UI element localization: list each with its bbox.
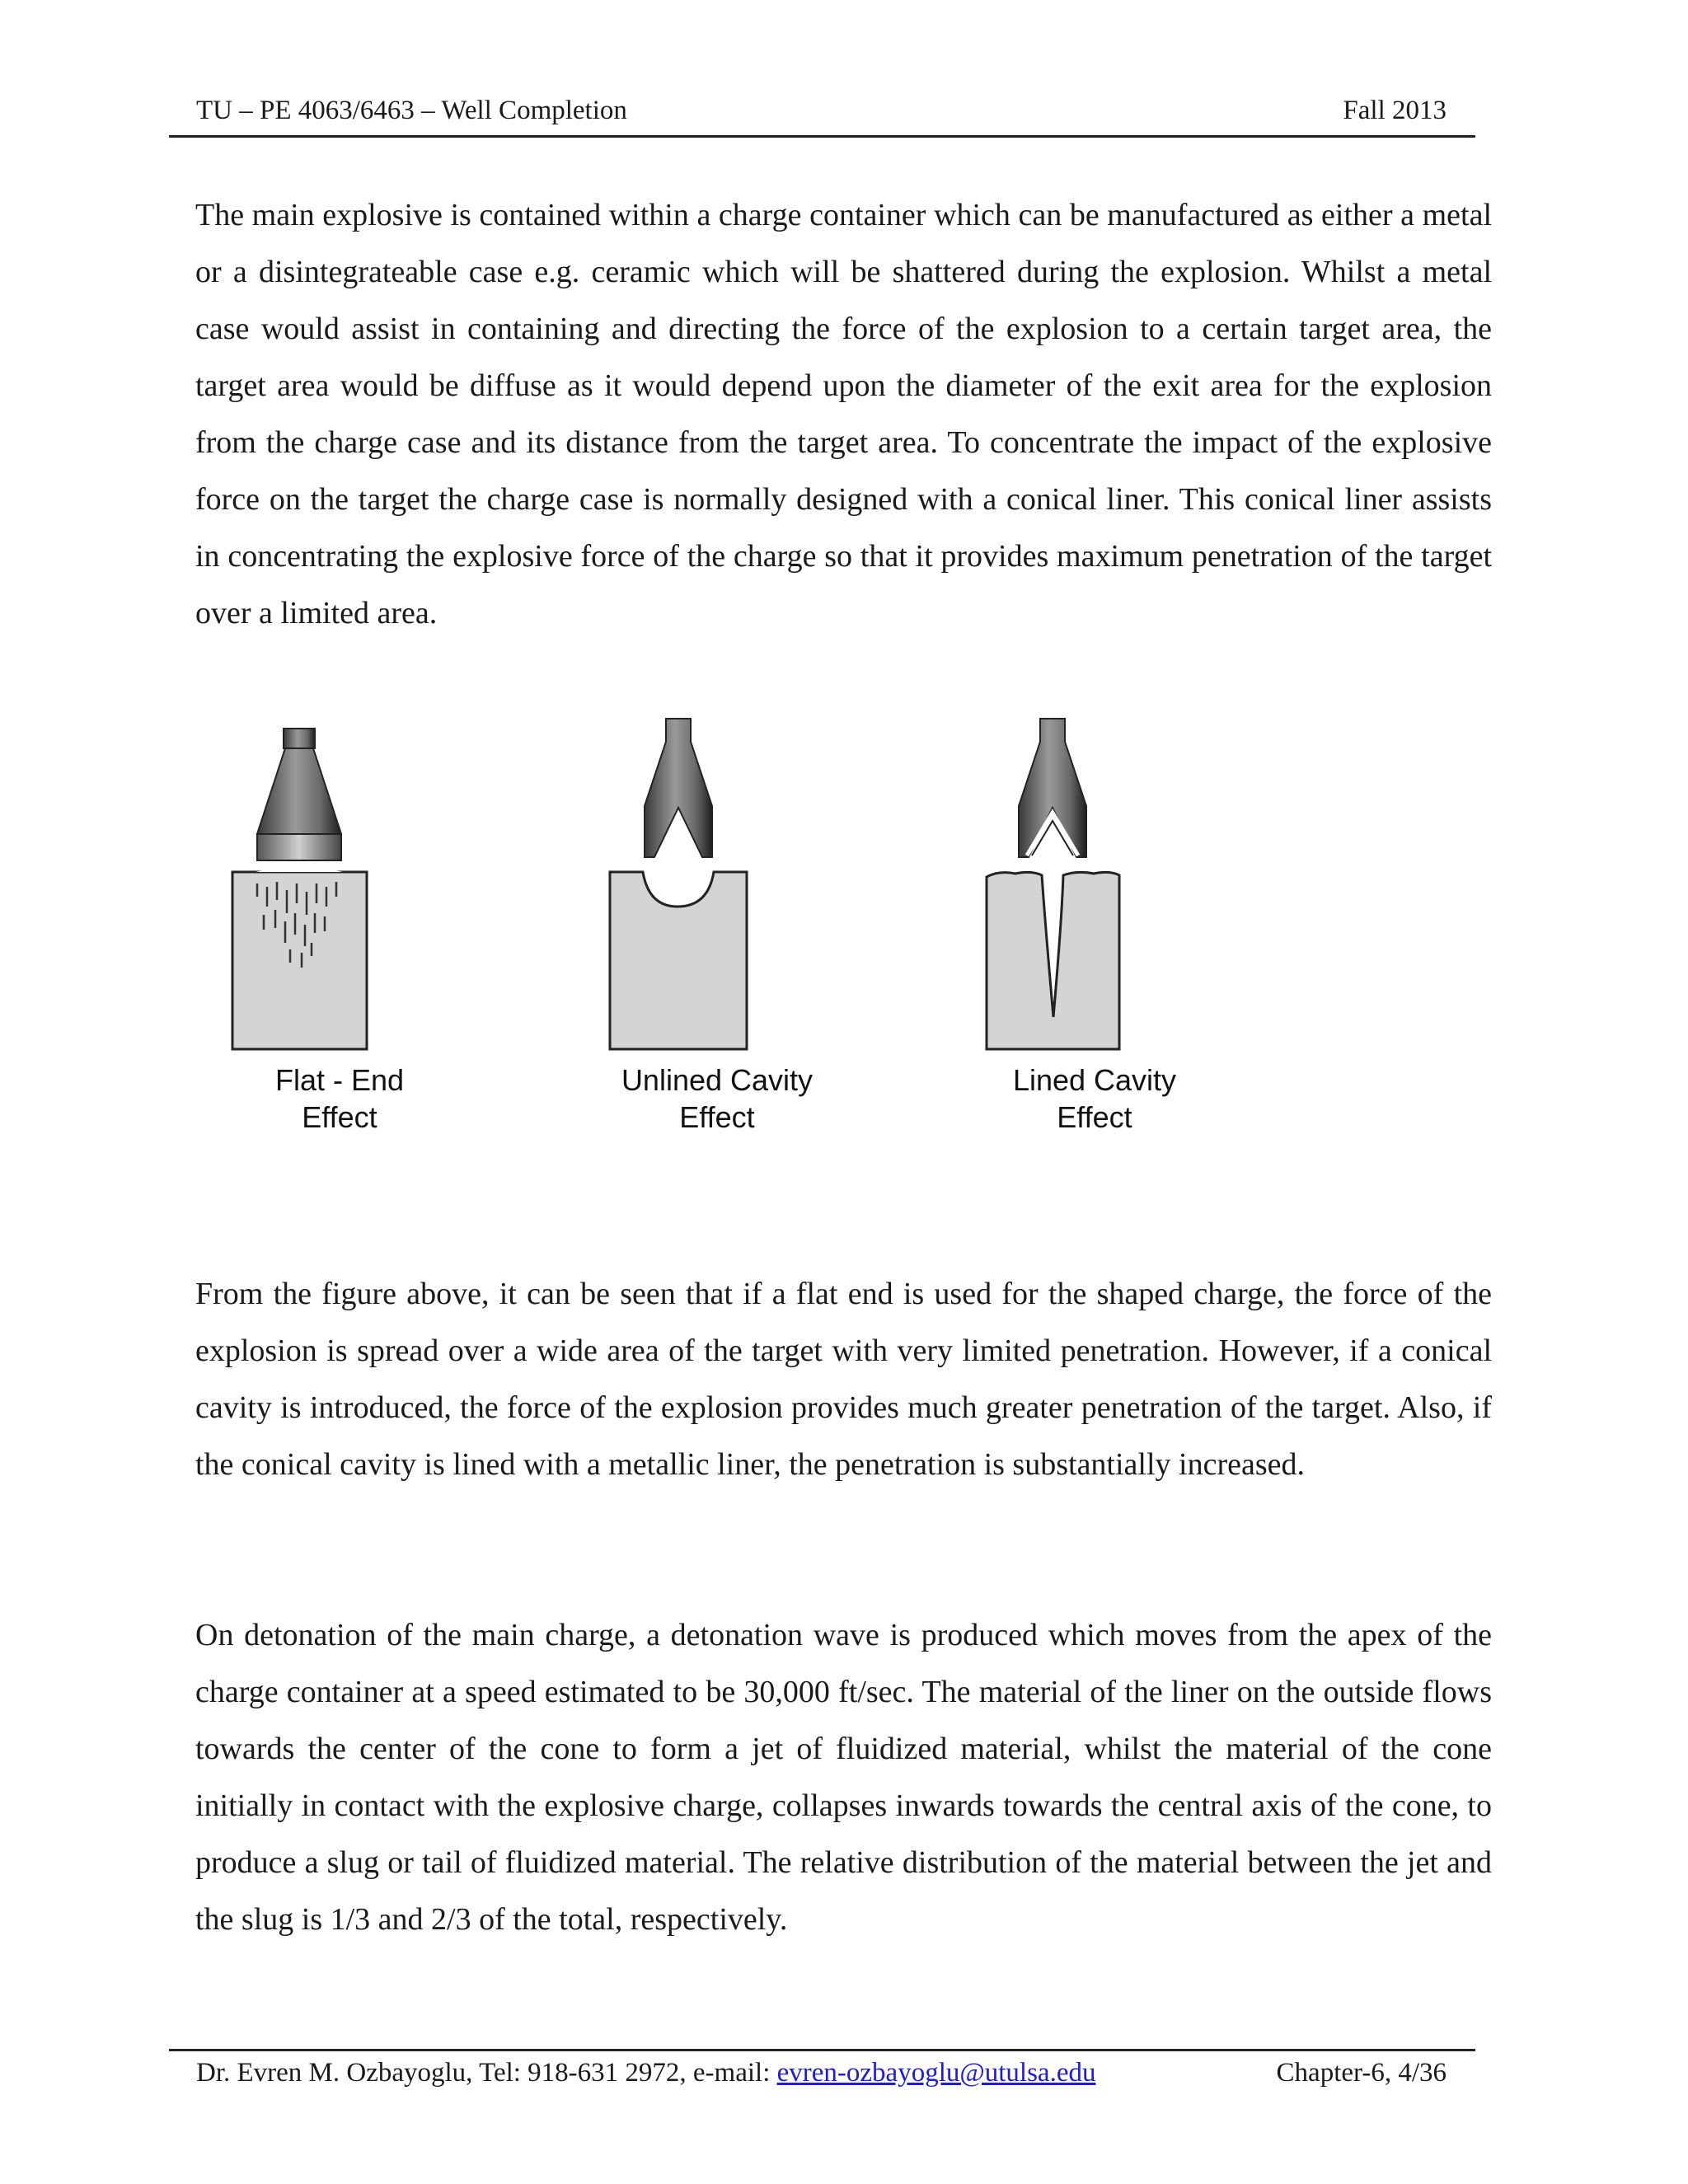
paragraph-charge-container: The main explosive is contained within a charge container which can be manufactured as either a metal or a disintegrateable case e.g. ceramic which will be shattered during the explosion. Whilst a metal case would assist in containing and directing the force of the explosion to a certain target area, the target area would be diffuse as it would depend upon the diameter of the exit area for the explosion from the charge case and its distance from the target area. To concentrate the impact of the explosive force on the target the charge case is normally designed with a conical liner. This conical liner assists in concentrating the explosive force of the charge so that it provides maximum penetration of the target over a limited area. [195,198,1492,630]
unlined-cavity-charge [645,719,712,857]
page-footer [169,2049,1475,2088]
email-link[interactable]: evren-ozbayoglu@utulsa.edu [776,2058,1096,2088]
caption-unlined-cavity: Unlined Cavity Effect [621,1063,814,1134]
page-header [169,89,1475,138]
paragraph-detonation: On detonation of the main charge, a detonation wave is produced which moves from the apex of the charge container at a speed estimated to be 30,000 ft/sec. The material of the liner on the outside flows towards the center of the cone to form a jet of fluidized material, whilst the material of the cone initially in contact with the explosive charge, collapses inwards towards the central axis of the cone, to produce a slug or tail of fluidized material. The relative distribution of the material between the jet and the slug is 1/3 and 2/3 of the total, respectively. [195,1618,1492,1937]
caption-flat-end: Flat - End Effect [274,1063,405,1134]
lined-cavity-charge [1019,719,1086,857]
lined-cavity-target [987,872,1119,1049]
paragraph-figure-discussion: From the figure above, it can be seen that if a flat end is used for the shaped charge, the force of the explosion is spread over a wide area of the target with very limited penetration. However, if a conical cavity is introduced, the force of the explosion provides much greater penetration of the target. Also, if the conical cavity is lined with a metallic liner, the penetration is substantially increased. [195,1277,1492,1482]
term-label: Fall 2013 [1343,96,1447,125]
author-contact: Dr. Evren M. Ozbayoglu, Tel: 918-631 2972, e-mail: evren-ozbayoglu@utulsa.edu [196,2058,1096,2088]
page-number: Chapter-6, 4/36 [1276,2058,1447,2088]
shaped-charge-diagram [216,709,1156,1063]
shaped-charge-figure [216,709,1177,1154]
unlined-cavity-target [610,872,747,1049]
caption-lined-cavity: Lined Cavity Effect [1012,1063,1177,1134]
flat-end-charge [257,729,341,860]
flat-end-target [232,867,367,1049]
course-title: TU – PE 4063/6463 – Well Completion [196,96,627,125]
